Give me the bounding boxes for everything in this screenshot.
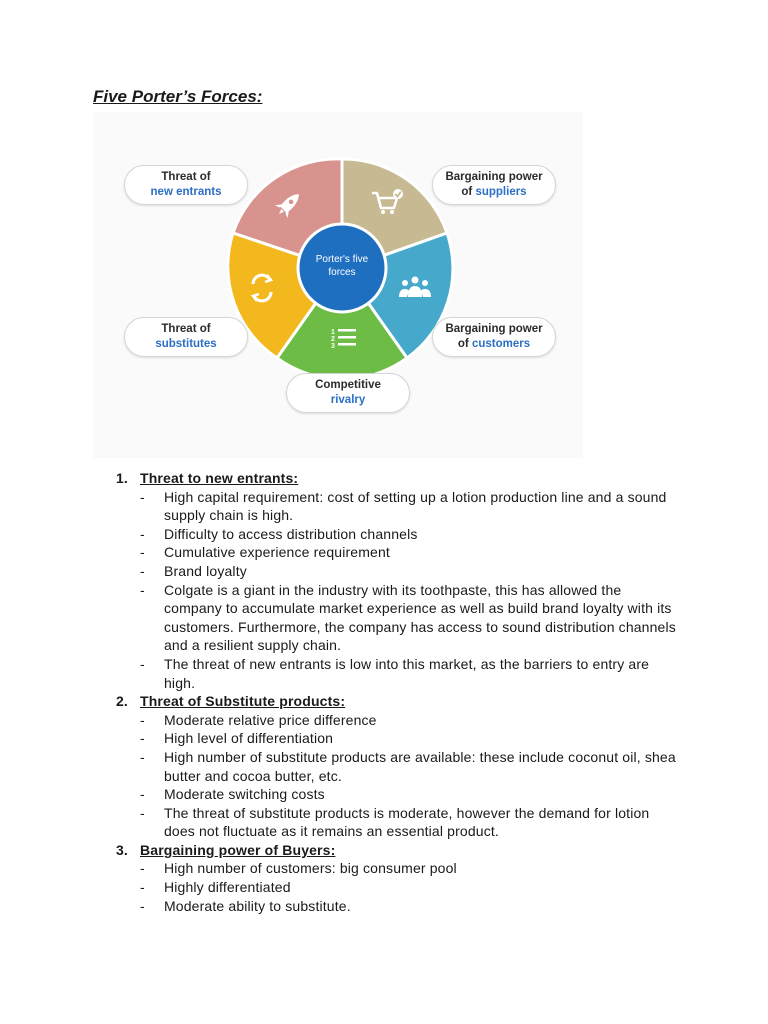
- page-title: Five Porter’s Forces:: [93, 87, 263, 106]
- list-item: - Colgate is a giant in the industry with its toothpaste, this has allowed the company to accumulate market experience as well as build brand loyalty with its customers. Furthermore, the company has access to sound distribution channels and a resilient supply chain.: [140, 581, 676, 654]
- list-item: - Brand loyalty: [140, 562, 247, 579]
- section-number: 3.: [116, 841, 128, 858]
- list-item: - High capital requirement: cost of setting up a lotion production line and a sound supply chain is high.: [140, 488, 667, 524]
- svg-text:1: 1: [331, 329, 335, 336]
- label-substitutes: Threat of substitutes: [124, 317, 248, 357]
- section-heading: Bargaining power of Buyers:: [140, 841, 336, 858]
- list-item: - Cumulative experience requirement: [140, 544, 390, 561]
- section-buyer-power: [116, 841, 676, 915]
- center-label-line1: Porter's five: [315, 254, 369, 265]
- list-item: - The threat of new entrants is low into this market, as the barriers to entry are high.: [140, 655, 650, 691]
- section-heading: Threat to new entrants:: [140, 470, 299, 486]
- section-number: 2.: [116, 693, 128, 710]
- porter-diagram: [93, 112, 583, 458]
- label-new-entrants: Threat of new entrants: [124, 165, 248, 205]
- list-item: - Highly differentiated: [140, 879, 291, 896]
- section-number: 1.: [116, 470, 128, 486]
- section-threat-new-entrants: [116, 469, 676, 692]
- section-threat-substitutes: [116, 692, 676, 841]
- list-item: - The threat of substitute products is moderate, however the demand for lotion does not fluctuate as it remains an essential product.: [140, 804, 650, 840]
- list-item: - Moderate switching costs: [140, 786, 325, 803]
- list-item: - Moderate relative price difference: [140, 711, 377, 728]
- label-customers: Bargaining power of customers: [432, 317, 556, 357]
- forces-list: [116, 469, 676, 915]
- svg-text:3: 3: [331, 343, 335, 350]
- center-label-line2: forces: [328, 267, 356, 278]
- list-item: - High level of differentiation: [140, 730, 334, 747]
- section-heading: Threat of Substitute products:: [140, 693, 346, 710]
- list-item: - Moderate ability to substitute.: [140, 897, 351, 914]
- label-rivalry: Competitive rivalry: [286, 373, 410, 413]
- svg-text:2: 2: [331, 336, 335, 343]
- list-item: - High number of customers: big consumer pool: [140, 860, 457, 877]
- list-item: - Difficulty to access distribution channels: [140, 525, 418, 542]
- list-item: - High number of substitute products are available: these include coconut oil, shea butter and cocoa butter, etc.: [140, 748, 676, 784]
- label-suppliers: Bargaining power of suppliers: [432, 165, 556, 205]
